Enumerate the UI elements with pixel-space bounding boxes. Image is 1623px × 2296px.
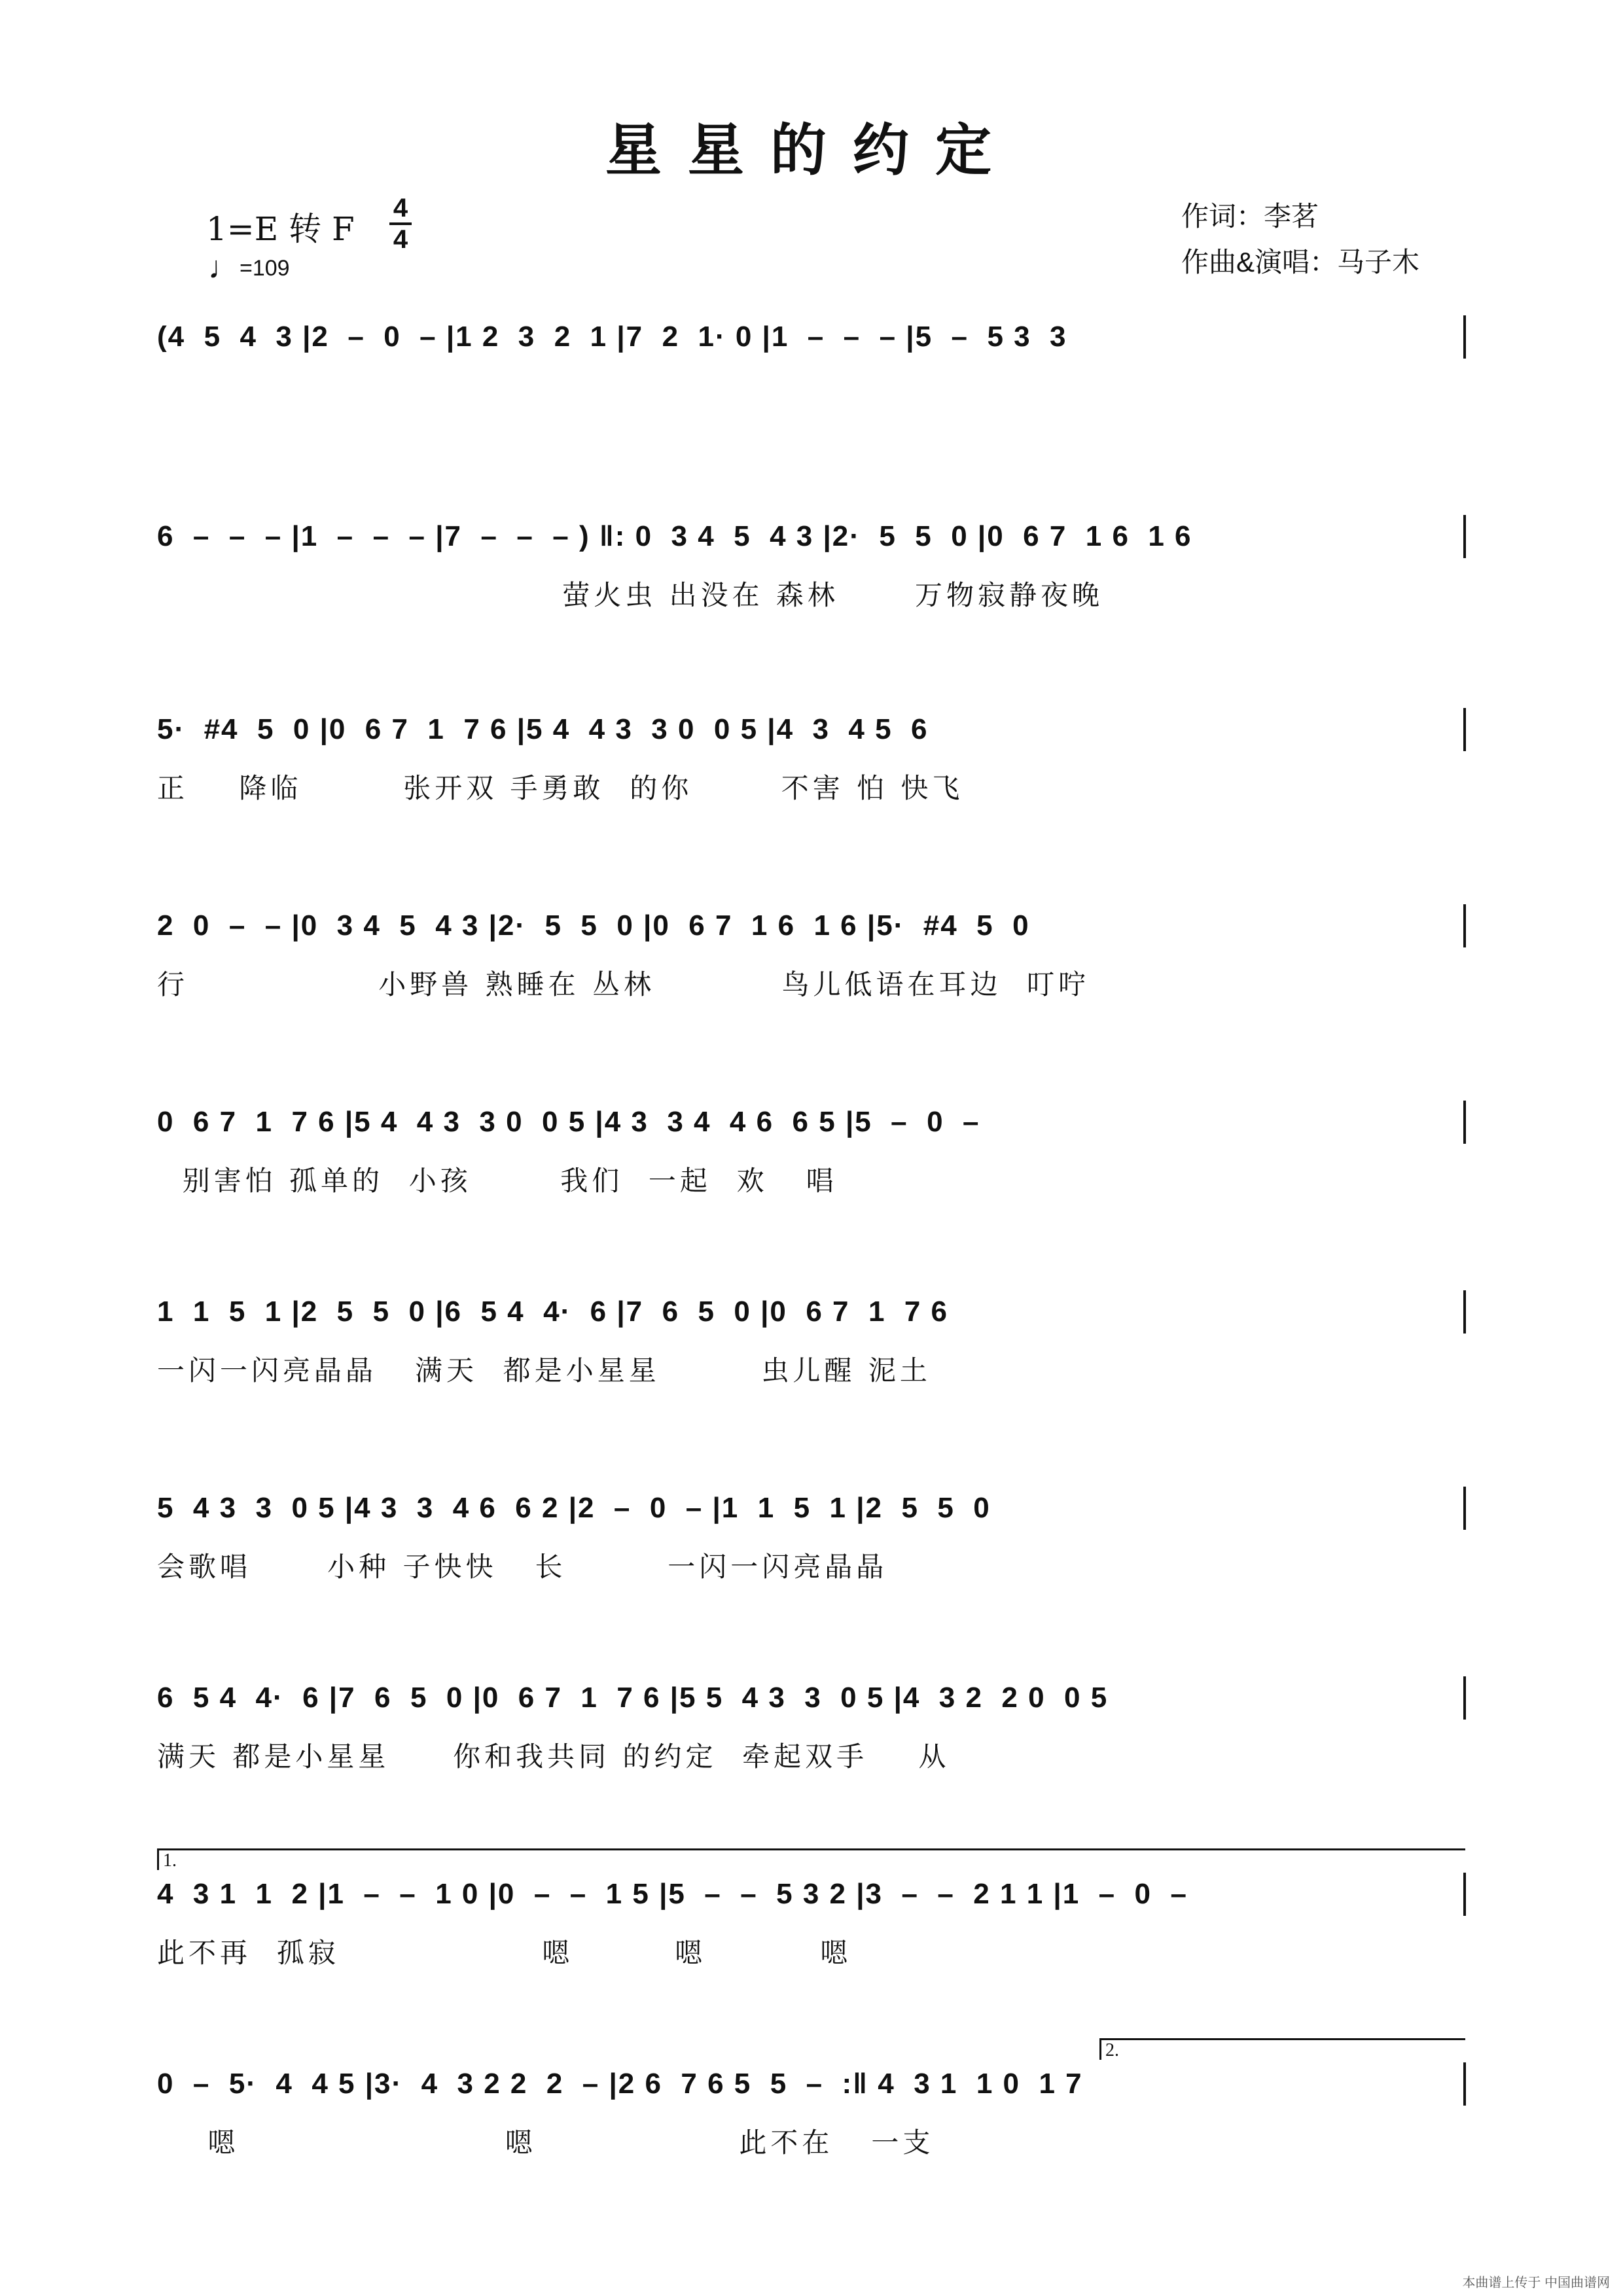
score-row-9 [157,1850,1466,1976]
notation-line: 5 4 3 3 0 5 |4 3 3 4 6 6 2 |2 – 0 – |1 1 5 1 |2 5 5 0 [157,1492,991,1524]
notation-line: 0 6 7 1 7 6 |5 4 4 3 3 0 0 5 |4 3 3 4 4 6 6 5 |5 – 0 – [157,1106,980,1138]
notation-line: 2 0 – – |0 3 4 5 4 3 |2· 5 5 0 |0 6 7 1 6 1 6 |5· #4 5 0 [157,910,1030,942]
score-row-8 [157,1682,1466,1780]
barline [1463,708,1466,751]
lyric-line: 正 降临 张开双 手勇敢 的你 不害 怕 快飞 [157,772,964,804]
barline [1463,1676,1466,1720]
time-signature-bottom: 4 [393,225,408,254]
second-ending-bracket: 2. [1099,2038,1465,2060]
tempo-value: =109 [240,256,290,281]
upload-credit: 本曲谱上传于 中国曲谱网 [1462,2276,1610,2290]
lyric-line: 行 小野兽 熟睡在 丛林 鸟儿低语在耳边 叮咛 [157,968,1090,1000]
notation-line: 4 3 1 1 2 |1 – – 1 0 |0 – – 1 5 |5 – – 5 3 2 |3 – – 2 1 1 |1 – 0 – [157,1878,1188,1910]
lyric-line: 满天 都是小星星 你和我共同 的约定 牵起双手 从 [157,1740,950,1773]
first-ending-bracket: 1. [157,1848,1465,1870]
lyric-line: 别害怕 孤单的 小孩 我们 一起 欢 唱 [157,1165,838,1197]
lyric-line: 会歌唱 小种 子快快 长 一闪一闪亮晶晶 [157,1551,888,1583]
score-row-3 [157,713,1466,811]
notation-line: 0 – 5· 4 4 5 |3· 4 3 2 2 2 – |2 6 7 6 5 5 – :‖ 4 3 1 1 0 1 7 [157,2068,1083,2100]
score-row-6 [157,1296,1466,1394]
score-row-10 [157,2040,1466,2166]
quarter-note-icon: ♩ [208,251,240,285]
time-signature [389,195,412,253]
composer-credit: 作曲&演唱：马子木 [1181,247,1420,277]
score-row-2 [157,520,1466,618]
barline [1463,1873,1466,1916]
song-title: 星星的约定 [605,118,1018,183]
notation-line: 5· #4 5 0 |0 6 7 1 7 6 |5 4 4 3 3 0 0 5 |4 3 4 5 6 [157,713,929,745]
lyric-line: 一闪一闪亮晶晶 满天 都是小星星 虫儿醒 泥土 [157,1354,931,1386]
barline [1463,904,1466,947]
barline [1463,1290,1466,1333]
notation-line: 6 5 4 4· 6 |7 6 5 0 |0 6 7 1 7 6 |5 5 4 3 3 0 5 |4 3 2 2 0 0 5 [157,1682,1109,1714]
notation-line: 1 1 5 1 |2 5 5 0 |6 5 4 4· 6 |7 6 5 0 |0 6 7 1 7 6 [157,1296,949,1328]
tempo-marking [208,250,290,286]
score-row-5 [157,1106,1466,1204]
lyric-line: 萤火虫 出没在 森林 万物寂静夜晚 [157,579,1104,611]
lyric-line: 嗯 嗯 此不在 一支 [157,2127,935,2159]
notation-line: (4 5 4 3 |2 – 0 – |1 2 3 2 1 |7 2 1· 0 |1 – – – |5 – 5 3 3 [157,321,1067,353]
score-row-1 [157,321,1466,419]
notation-line: 6 – – – |1 – – – |7 – – – ) ‖: 0 3 4 5 4 3 |2· 5 5 0 |0 6 7 1 6 1 6 [157,520,1192,552]
score-row-4 [157,910,1466,1008]
time-signature-top: 4 [393,194,408,222]
barline [1463,1487,1466,1530]
barline [1463,1101,1466,1144]
lyric-line: 此不再 孤寂 嗯 嗯 嗯 [157,1937,852,1969]
barline [1463,515,1466,558]
key-signature: 1=E 转 F [206,210,355,248]
score-row-7 [157,1492,1466,1590]
barline [1463,2062,1466,2106]
lyricist-credit: 作词：李茗 [1181,201,1319,232]
barline [1463,315,1466,359]
